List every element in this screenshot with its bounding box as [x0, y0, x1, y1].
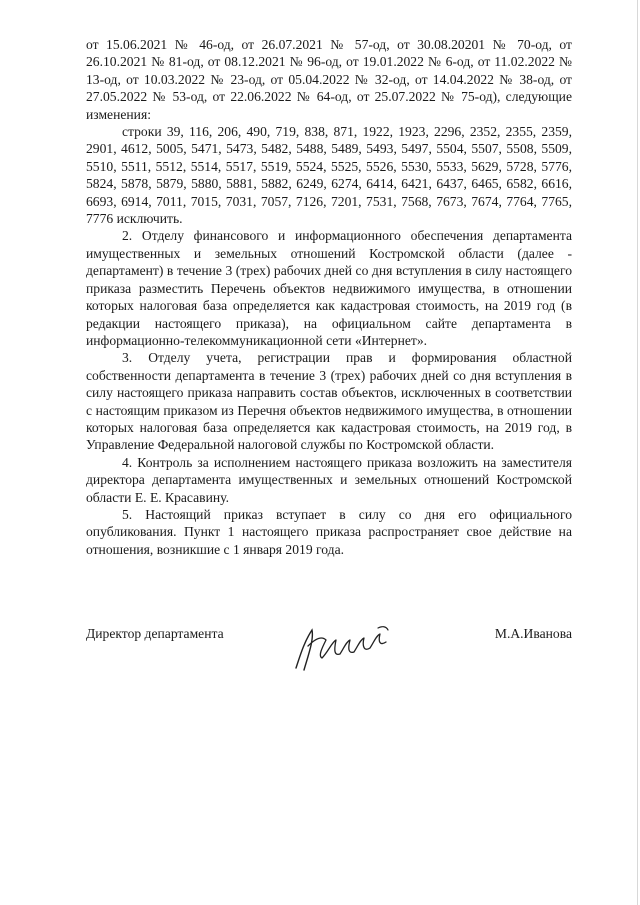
paragraph-item-4: 4. Контроль за исполнением настоящего приказа возложить на заместителя директора департамента имущественных и земельных отношений Костромской области Е. Е. Красавину. [86, 454, 572, 505]
paragraph-item-2: 2. Отделу финансового и информационного обеспечения департамента имущественных и земельных отношений Костромской области (далее - департамент) в течение 3 (трех) рабочих дней со дня вступления в силу настоящего приказа разместить Перечень объектов недвижимого имущества, в отношении которых налоговая база определяется как кадастровая стоимость, на 2019 год (в редакции настоящего приказа), на официальном сайте департамента в информационно-телекоммуникационной сети «Интернет». [86, 228, 572, 348]
document-body [86, 36, 572, 558]
handwritten-signature [282, 616, 402, 680]
scan-edge-line [637, 0, 638, 905]
paragraph-amendments-list: от 15.06.2021 № 46-од, от 26.07.2021 № 57-од, от 30.08.20201 № 70-од, от 26.10.2021 № 81-од, от 08.12.2021 № 96-од, от 19.01.2022 № 6-од, от 11.02.2022 № 13-од, от 10.03.2022 № 23-од, от 05.04.2022 № 32-од, от 14.04.2022 № 38-од, от 27.05.2022 № 53-од, от 22.06.2022 № 64-од, от 25.07.2022 № 75-од), следующие изменения: [86, 37, 572, 122]
paragraph-item-3: 3. Отделу учета, регистрации прав и формирования областной собственности департамента в течение 3 (трех) рабочих дней со дня вступления в силу настоящего приказа направить состав объектов, исключенных в соответствии с настоящим приказом из Перечня объектов недвижимого имущества, в отношении которых налоговая база определяется как кадастровая стоимость, на 2019 год, в Управление Федеральной налоговой службы по Костромской области. [86, 350, 572, 453]
paragraph-excluded-rows: строки 39, 116, 206, 490, 719, 838, 871, 1922, 1923, 2296, 2352, 2355, 2359, 2901, 4612, 5005, 5471, 5473, 5482, 5488, 5489, 5493, 5497, 5504, 5507, 5508, 5509, 5510, 5511, 5512, 5514, 5517, 5519, 5524, 5525, 5526, 5530, 5533, 5629, 5728, 5776, 5824, 5878, 5879, 5880, 5881, 5882, 6249, 6274, 6414, 6421, 6437, 6465, 6582, 6616, 6693, 6914, 7011, 7015, 7031, 7057, 7126, 7201, 7531, 7568, 7673, 7674, 7764, 7765, 7776 исключить. [86, 124, 572, 227]
signatory-name: М.А.Иванова [494, 626, 572, 641]
signature-block [86, 622, 572, 682]
paragraph-item-5: 5. Настоящий приказ вступает в силу со дня его официального опубликования. Пункт 1 настоящего приказа распространяет свое действие на отношения, возникшие с 1 января 2019 года. [86, 506, 572, 557]
signatory-title: Директор департамента [86, 626, 224, 641]
